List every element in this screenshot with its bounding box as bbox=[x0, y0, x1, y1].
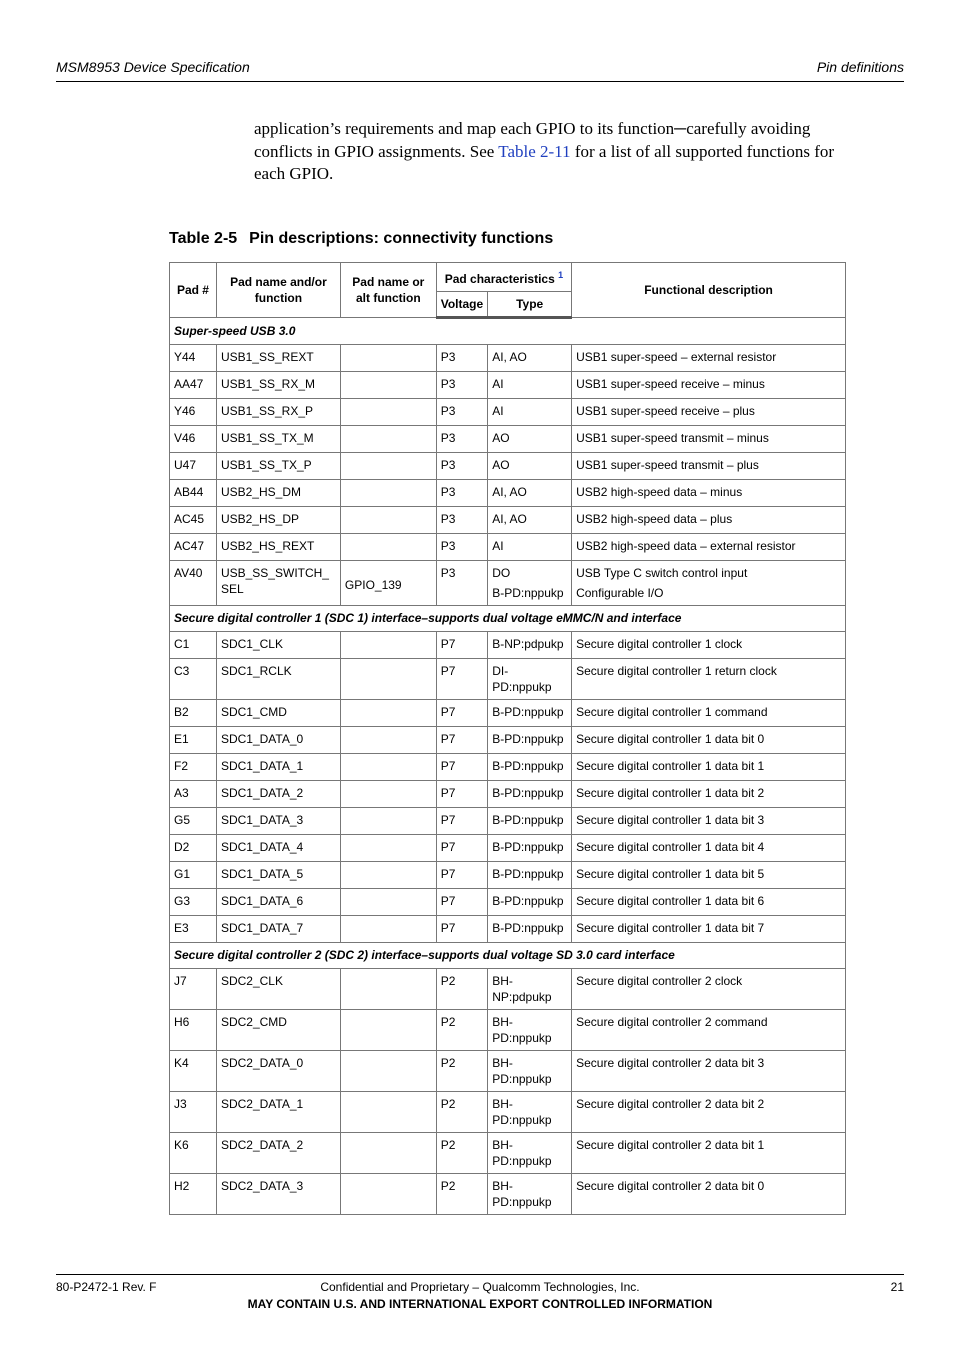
table-row bbox=[170, 781, 846, 808]
alt-function-cell bbox=[340, 480, 436, 507]
description-cell: USB2 high-speed data – plus bbox=[572, 507, 846, 534]
voltage-cell: P3 bbox=[436, 561, 487, 606]
description-cell: USB2 high-speed data – external resistor bbox=[572, 534, 846, 561]
voltage-cell: P7 bbox=[436, 781, 487, 808]
alt-function-cell bbox=[340, 632, 436, 659]
description-cell: Secure digital controller 1 clock bbox=[572, 632, 846, 659]
table-row bbox=[170, 632, 846, 659]
pad-name-cell: SDC2_DATA_2 bbox=[216, 1133, 340, 1174]
alt-function-cell bbox=[340, 700, 436, 727]
voltage-cell: P2 bbox=[436, 1010, 487, 1051]
table-row bbox=[170, 399, 846, 426]
voltage-cell: P7 bbox=[436, 659, 487, 700]
description-cell: USB2 high-speed data – minus bbox=[572, 480, 846, 507]
export-notice: MAY CONTAIN U.S. AND INTERNATIONAL EXPORT CONTROLLED INFORMATION bbox=[247, 1297, 713, 1311]
description-cell: Secure digital controller 1 data bit 0 bbox=[572, 727, 846, 754]
description-cell bbox=[572, 561, 846, 606]
description-cell: Secure digital controller 2 data bit 3 bbox=[572, 1051, 846, 1092]
alt-function-cell bbox=[340, 1010, 436, 1051]
voltage-cell: P3 bbox=[436, 399, 487, 426]
type-cell: AI bbox=[488, 399, 572, 426]
pad-name-cell: SDC1_DATA_3 bbox=[216, 808, 340, 835]
alt-function-cell bbox=[340, 372, 436, 399]
description-cell: USB1 super-speed receive – plus bbox=[572, 399, 846, 426]
description-cell: USB1 super-speed receive – minus bbox=[572, 372, 846, 399]
pad-name-cell: SDC1_DATA_5 bbox=[216, 862, 340, 889]
type-cell: B-PD:nppukp bbox=[488, 754, 572, 781]
section-title: Pin definitions bbox=[816, 59, 904, 75]
pad-cell: AV40 bbox=[170, 561, 217, 606]
type-cell bbox=[488, 561, 572, 606]
voltage-cell: P7 bbox=[436, 835, 487, 862]
table-row bbox=[170, 862, 846, 889]
pad-name-cell: SDC1_DATA_2 bbox=[216, 781, 340, 808]
pad-name-cell: SDC1_DATA_1 bbox=[216, 754, 340, 781]
header-type: Type bbox=[488, 292, 572, 318]
description-value-1: USB Type C switch control input bbox=[576, 566, 748, 580]
voltage-cell: P7 bbox=[436, 700, 487, 727]
alt-function-cell bbox=[340, 561, 436, 606]
pad-cell: H6 bbox=[170, 1010, 217, 1051]
pad-cell: C1 bbox=[170, 632, 217, 659]
pad-name-cell: SDC1_DATA_6 bbox=[216, 889, 340, 916]
pad-name-cell: USB2_HS_REXT bbox=[216, 534, 340, 561]
table-body bbox=[170, 318, 846, 1215]
description-cell: Secure digital controller 1 return clock bbox=[572, 659, 846, 700]
table-row bbox=[170, 534, 846, 561]
pad-cell: D2 bbox=[170, 835, 217, 862]
table-row bbox=[170, 754, 846, 781]
description-cell: Secure digital controller 1 data bit 7 bbox=[572, 916, 846, 943]
pad-cell: U47 bbox=[170, 453, 217, 480]
pad-name-cell: SDC2_DATA_0 bbox=[216, 1051, 340, 1092]
pad-cell: H2 bbox=[170, 1174, 217, 1215]
pad-name-cell: SDC2_CMD bbox=[216, 1010, 340, 1051]
table-row bbox=[170, 1010, 846, 1051]
pad-cell: J3 bbox=[170, 1092, 217, 1133]
type-cell: BH- PD:nppukp bbox=[488, 1092, 572, 1133]
alt-function-cell bbox=[340, 969, 436, 1010]
description-cell: USB1 super-speed transmit – minus bbox=[572, 426, 846, 453]
description-cell: Secure digital controller 1 data bit 3 bbox=[572, 808, 846, 835]
description-value-2: Configurable I/O bbox=[576, 586, 664, 600]
pad-name-cell: SDC2_DATA_3 bbox=[216, 1174, 340, 1215]
table-row bbox=[170, 1133, 846, 1174]
type-value-2: B-PD:nppukp bbox=[492, 586, 564, 600]
voltage-cell: P3 bbox=[436, 507, 487, 534]
type-cell: B-PD:nppukp bbox=[488, 700, 572, 727]
table-row bbox=[170, 835, 846, 862]
alt-function-cell bbox=[340, 781, 436, 808]
table-row bbox=[170, 969, 846, 1010]
pad-name-cell: USB2_HS_DM bbox=[216, 480, 340, 507]
table-row bbox=[170, 426, 846, 453]
alt-function-cell bbox=[340, 1051, 436, 1092]
description-cell: Secure digital controller 1 data bit 6 bbox=[572, 889, 846, 916]
table-row bbox=[170, 808, 846, 835]
type-cell: BH- PD:nppukp bbox=[488, 1010, 572, 1051]
pad-cell: G5 bbox=[170, 808, 217, 835]
alt-function-cell bbox=[340, 727, 436, 754]
pad-cell: Y46 bbox=[170, 399, 217, 426]
voltage-cell: P7 bbox=[436, 889, 487, 916]
pad-cell: J7 bbox=[170, 969, 217, 1010]
table-row bbox=[170, 372, 846, 399]
voltage-cell: P3 bbox=[436, 453, 487, 480]
voltage-cell: P7 bbox=[436, 727, 487, 754]
pad-name-cell: SDC1_DATA_7 bbox=[216, 916, 340, 943]
description-cell: USB1 super-speed – external resistor bbox=[572, 345, 846, 372]
alt-function-cell bbox=[340, 889, 436, 916]
section-row bbox=[170, 943, 846, 969]
intro-text-after: for a list of all supported functions for each GPIO. bbox=[254, 141, 835, 183]
voltage-cell: P3 bbox=[436, 345, 487, 372]
pad-name-cell: SDC1_CMD bbox=[216, 700, 340, 727]
header-alt-function: Pad name or alt function bbox=[340, 263, 436, 318]
type-cell: BH- PD:nppukp bbox=[488, 1051, 572, 1092]
pad-name-cell: USB1_SS_RX_M bbox=[216, 372, 340, 399]
pad-name-cell: SDC1_DATA_0 bbox=[216, 727, 340, 754]
voltage-cell: P7 bbox=[436, 862, 487, 889]
pad-cell: E1 bbox=[170, 727, 217, 754]
header-pad-characteristics bbox=[436, 263, 571, 292]
header-voltage: Voltage bbox=[436, 292, 487, 318]
type-cell: DI-PD:nppukp bbox=[488, 659, 572, 700]
pad-cell: AB44 bbox=[170, 480, 217, 507]
table-row bbox=[170, 659, 846, 700]
type-cell: AI bbox=[488, 534, 572, 561]
voltage-cell: P3 bbox=[436, 534, 487, 561]
alt-function-value: GPIO_139 bbox=[344, 578, 402, 592]
pad-cell: AA47 bbox=[170, 372, 217, 399]
voltage-cell: P3 bbox=[436, 426, 487, 453]
alt-function-cell bbox=[340, 808, 436, 835]
description-cell: Secure digital controller 1 data bit 4 bbox=[572, 835, 846, 862]
pad-cell: K4 bbox=[170, 1051, 217, 1092]
pad-name-cell: USB1_SS_RX_P bbox=[216, 399, 340, 426]
voltage-cell: P2 bbox=[436, 1092, 487, 1133]
table-row bbox=[170, 700, 846, 727]
table-row bbox=[170, 889, 846, 916]
alt-function-cell bbox=[340, 345, 436, 372]
pad-name-cell: USB1_SS_REXT bbox=[216, 345, 340, 372]
table-row bbox=[170, 727, 846, 754]
type-cell: BH- PD:nppukp bbox=[488, 1133, 572, 1174]
voltage-cell: P3 bbox=[436, 372, 487, 399]
pad-name-cell: USB_SS_SWITCH_ SEL bbox=[216, 561, 340, 606]
pin-table bbox=[169, 262, 846, 1215]
voltage-cell: P7 bbox=[436, 916, 487, 943]
type-cell: B-PD:nppukp bbox=[488, 835, 572, 862]
table-title: Pin descriptions: connectivity functions bbox=[249, 230, 554, 247]
description-cell: Secure digital controller 2 data bit 0 bbox=[572, 1174, 846, 1215]
pad-cell: B2 bbox=[170, 700, 217, 727]
table-link[interactable]: Table 2-11 bbox=[498, 141, 571, 161]
type-cell: B-PD:nppukp bbox=[488, 916, 572, 943]
voltage-cell: P2 bbox=[436, 1051, 487, 1092]
pad-name-cell: USB1_SS_TX_M bbox=[216, 426, 340, 453]
voltage-cell: P2 bbox=[436, 1174, 487, 1215]
pad-cell: C3 bbox=[170, 659, 217, 700]
type-cell: AO bbox=[488, 426, 572, 453]
type-cell: AI, AO bbox=[488, 480, 572, 507]
alt-function-cell bbox=[340, 1174, 436, 1215]
pad-cell: F2 bbox=[170, 754, 217, 781]
pad-cell: AC47 bbox=[170, 534, 217, 561]
pad-cell: V46 bbox=[170, 426, 217, 453]
table-row bbox=[170, 345, 846, 372]
alt-function-cell bbox=[340, 835, 436, 862]
voltage-cell: P2 bbox=[436, 969, 487, 1010]
type-value-1: DO bbox=[492, 566, 511, 580]
section-row bbox=[170, 318, 846, 345]
header-pad: Pad # bbox=[170, 263, 217, 318]
alt-function-cell bbox=[340, 862, 436, 889]
pad-cell: G1 bbox=[170, 862, 217, 889]
pad-name-cell: SDC2_CLK bbox=[216, 969, 340, 1010]
type-cell: B-PD:nppukp bbox=[488, 727, 572, 754]
pad-cell: Y44 bbox=[170, 345, 217, 372]
pad-cell: E3 bbox=[170, 916, 217, 943]
pad-name-cell: USB1_SS_TX_P bbox=[216, 453, 340, 480]
type-cell: B-PD:nppukp bbox=[488, 862, 572, 889]
section-row bbox=[170, 606, 846, 632]
pad-name-cell: SDC1_CLK bbox=[216, 632, 340, 659]
alt-function-cell bbox=[340, 534, 436, 561]
voltage-cell: P3 bbox=[436, 480, 487, 507]
pad-name-cell: SDC2_DATA_1 bbox=[216, 1092, 340, 1133]
table-row bbox=[170, 1174, 846, 1215]
type-cell: B-PD:nppukp bbox=[488, 889, 572, 916]
section-title: Secure digital controller 2 (SDC 2) interface–supports dual voltage SD 3.0 card interface bbox=[170, 943, 846, 969]
type-cell: BH- PD:nppukp bbox=[488, 1174, 572, 1215]
table-row bbox=[170, 561, 846, 606]
type-cell: AO bbox=[488, 453, 572, 480]
table-row bbox=[170, 480, 846, 507]
type-cell: B-PD:nppukp bbox=[488, 781, 572, 808]
description-cell: Secure digital controller 2 command bbox=[572, 1010, 846, 1051]
confidential-notice: Confidential and Proprietary – Qualcomm Technologies, Inc. bbox=[320, 1280, 640, 1294]
alt-function-cell bbox=[340, 1092, 436, 1133]
intro-text-before: application’s requirements and map each GPIO to its function─carefully avoiding conflicts in GPIO assignments. See bbox=[254, 119, 811, 161]
header-functional-description: Functional description bbox=[572, 263, 846, 318]
page-footer bbox=[56, 1274, 904, 1311]
table-row bbox=[170, 1051, 846, 1092]
type-cell: B-PD:nppukp bbox=[488, 808, 572, 835]
description-cell: Secure digital controller 1 command bbox=[572, 700, 846, 727]
type-cell: AI, AO bbox=[488, 507, 572, 534]
table-row bbox=[170, 1092, 846, 1133]
pad-name-cell: SDC1_DATA_4 bbox=[216, 835, 340, 862]
voltage-cell: P2 bbox=[436, 1133, 487, 1174]
pad-cell: K6 bbox=[170, 1133, 217, 1174]
table-number: Table 2-5 bbox=[169, 230, 238, 247]
alt-function-cell bbox=[340, 399, 436, 426]
section-title: Secure digital controller 1 (SDC 1) interface–supports dual voltage eMMC/N and interface bbox=[170, 606, 846, 632]
header-pad-name: Pad name and/or function bbox=[216, 263, 340, 318]
description-cell: Secure digital controller 2 data bit 1 bbox=[572, 1133, 846, 1174]
document-title: MSM8953 Device Specification bbox=[56, 59, 250, 75]
table-row bbox=[170, 453, 846, 480]
voltage-cell: P7 bbox=[436, 808, 487, 835]
description-cell: Secure digital controller 1 data bit 2 bbox=[572, 781, 846, 808]
type-cell: B-NP:pdpukp bbox=[488, 632, 572, 659]
page-header bbox=[56, 59, 904, 82]
alt-function-cell bbox=[340, 916, 436, 943]
pad-name-cell: USB2_HS_DP bbox=[216, 507, 340, 534]
voltage-cell: P7 bbox=[436, 754, 487, 781]
pad-cell: G3 bbox=[170, 889, 217, 916]
description-cell: Secure digital controller 2 data bit 2 bbox=[572, 1092, 846, 1133]
pad-name-cell: SDC1_RCLK bbox=[216, 659, 340, 700]
alt-function-cell bbox=[340, 659, 436, 700]
section-title: Super-speed USB 3.0 bbox=[170, 318, 846, 345]
alt-function-cell bbox=[340, 453, 436, 480]
pad-cell: A3 bbox=[170, 781, 217, 808]
description-cell: Secure digital controller 1 data bit 1 bbox=[572, 754, 846, 781]
description-cell: USB1 super-speed transmit – plus bbox=[572, 453, 846, 480]
intro-paragraph bbox=[254, 118, 854, 186]
header-pad-char-label: Pad characteristics bbox=[444, 272, 555, 286]
voltage-cell: P7 bbox=[436, 632, 487, 659]
table-caption bbox=[169, 230, 553, 248]
table-row bbox=[170, 507, 846, 534]
page-number: 21 bbox=[890, 1280, 904, 1294]
description-cell: Secure digital controller 1 data bit 5 bbox=[572, 862, 846, 889]
alt-function-cell bbox=[340, 1133, 436, 1174]
description-cell: Secure digital controller 2 clock bbox=[572, 969, 846, 1010]
type-cell: AI, AO bbox=[488, 345, 572, 372]
type-cell: AI bbox=[488, 372, 572, 399]
table-row bbox=[170, 916, 846, 943]
type-cell: BH- NP:pdpukp bbox=[488, 969, 572, 1010]
alt-function-cell bbox=[340, 507, 436, 534]
alt-function-cell bbox=[340, 426, 436, 453]
footnote-marker[interactable]: 1 bbox=[558, 270, 564, 280]
doc-number: 80-P2472-1 Rev. F bbox=[56, 1280, 157, 1294]
alt-function-cell bbox=[340, 754, 436, 781]
pad-cell: AC45 bbox=[170, 507, 217, 534]
